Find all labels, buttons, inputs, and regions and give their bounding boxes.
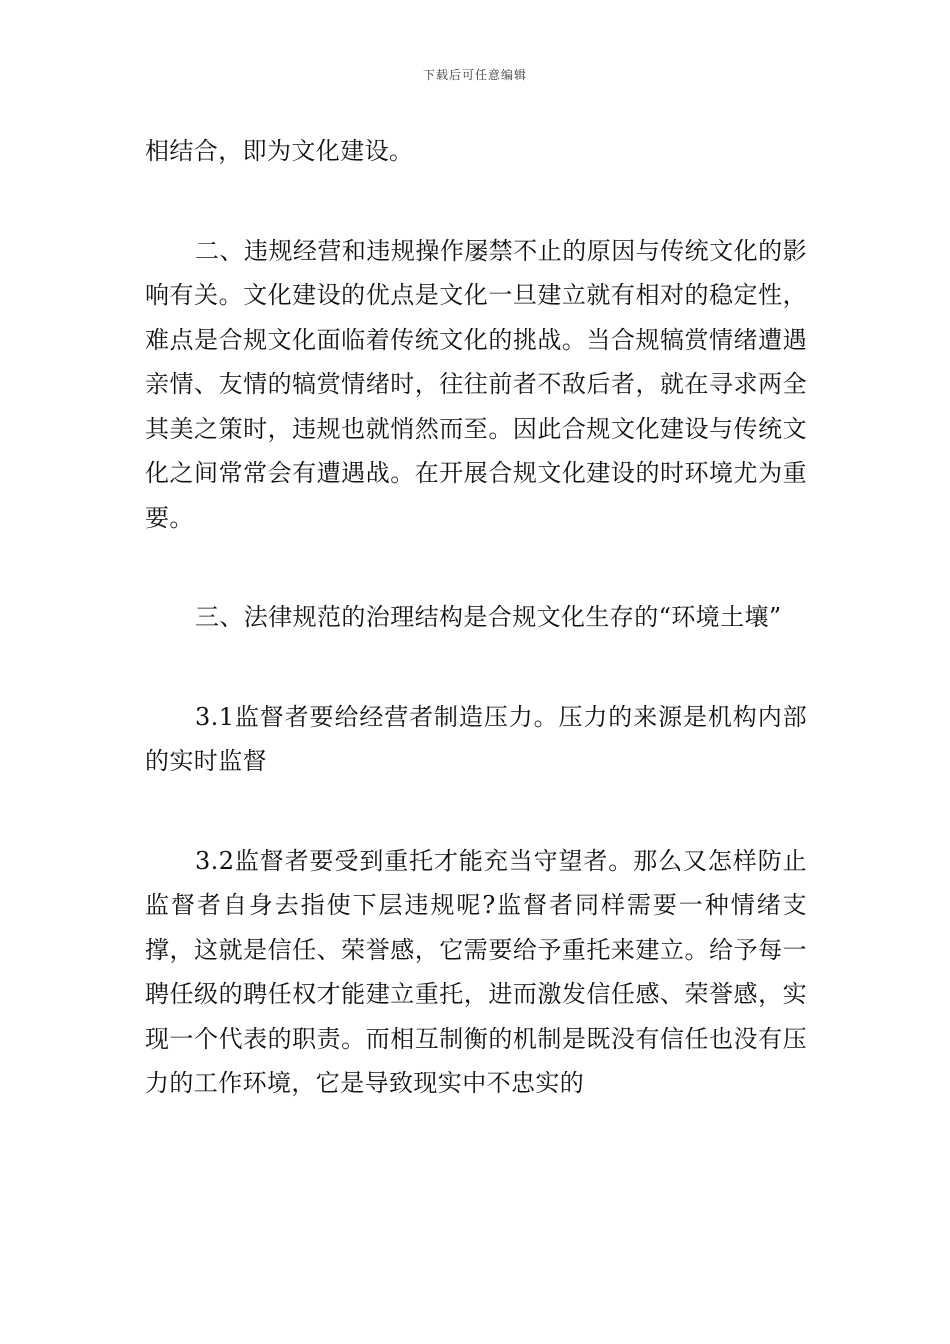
paragraph-3-2: 3.2监督者要受到重托才能充当守望者。那么又怎样防止监督者自身去指使下层违规呢?监督者同样需要一种情绪支撑，这就是信任、荣誉感，它需要给予重托来建立。给予每一聘任级的聘任权才能建立重托，进而激发信任感、荣誉感，实现一个代表的职责。而相互制衡的机制是既没有信任也没有压力的工作环境，它是导致现实中不忠实的 (145, 846, 807, 1097)
paragraph-continuation: 相结合，即为文化建设。 (145, 137, 414, 165)
page-header: 下载后可任意编辑 (422, 68, 527, 82)
document-body (145, 129, 807, 1106)
paragraph-section-three-heading: 三、法律规范的治理结构是合规文化生存的“环境土壤” (195, 603, 782, 631)
paragraph-section-two: 二、违规经营和违规操作屡禁不止的原因与传统文化的影响有关。文化建设的优点是文化一旦建立就有相对的稳定性，难点是合规文化面临着传统文化的挑战。当合规犒赏情绪遭遇亲情、友情的犒赏情绪时，往往前者不敌后者，就在寻求两全其美之策时，违规也就悄然而至。因此合规文化建设与传统文化之间常常会有遭遇战。在开展合规文化建设的时环境尤为重要。 (145, 236, 807, 532)
paragraph-3-1: 3.1监督者要给经营者制造压力。压力的来源是机构内部的实时监督 (145, 702, 807, 775)
